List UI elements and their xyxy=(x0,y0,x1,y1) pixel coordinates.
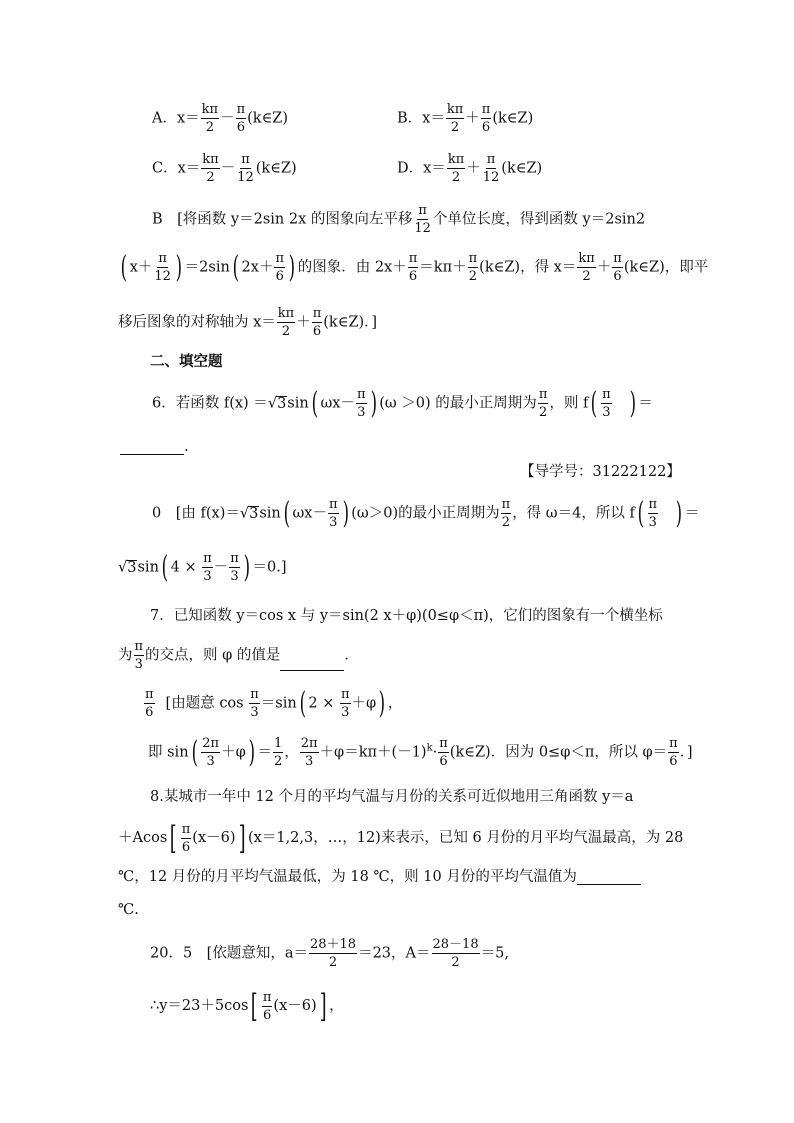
q6-answer-line2: √3sin( 4 × $\frac{\pi}{3}$ － $\frac{\pi}{3}$ ) ＝0.] xyxy=(118,549,287,585)
q8-question-line3: ℃，12 月份的月平均气温最低，为 18 ℃，则 10 月份的平均气温值为 xyxy=(118,870,641,885)
choice-c: C．x＝ $\frac{k\pi}{2}$ － $\frac{\pi}{12}$ (k∈Z) xyxy=(152,152,297,185)
q5-answer-line2: ( x＋ $\frac{\pi}{12}$ ) ＝2sin( 2x＋ $\frac{\pi}{6}$ ) 的图象．由 2x＋ $\frac{\pi}{6}$ ＝kπ＋ $\frac{\pi}{2}$ (k∈Z)，得 x＝ $\frac{k\pi}{2}$ ＋ $\frac{\pi}{6}$ (k∈Z)，即平 xyxy=(120,249,709,285)
q8-answer-line1: 20．5 [依题意知，a＝ $\frac{28+18}{2}$ ＝23，A＝ $\frac{28-18}{2}$ ＝5, xyxy=(150,937,509,970)
q6-question: 6．若函数 f(x) ＝√3sin( ωx－ $\frac{\pi}{3}$ ) (ω ＞0) 的最小正周期为 $\frac{\pi}{2}$ ，则 f( $\frac{\pi}{3}$ ) ＝ xyxy=(152,385,653,421)
q8-question-line1: 8.某城市一年中 12 个月的平均气温与月份的关系可近似地用三角函数 y＝a xyxy=(150,789,634,805)
q6-answer-line1: 0 [由 f(x)＝√3sin( ωx－ $\frac{\pi}{3}$ ) (ω＞0)的最小正周期为 $\frac{\pi}{2}$ ，得 ω＝4，所以 f( $\frac{\pi}{3}$ ) ＝ xyxy=(152,495,700,531)
choice-a: A．x＝ $\frac{k\pi}{2}$ － $\frac{\pi}{6}$ (k∈Z) xyxy=(152,102,289,135)
q7-answer-line2: 即 sin( $\frac{2\pi}{3}$ ＋φ) ＝ $\frac{1}{2}$ ， $\frac{2\pi}{3}$ $+\varphi=k\pi+(-1)^k\cdot$ $\frac{\pi}{6}$ (k∈Z)．因为 0≤φ＜π，所以 φ＝ $\frac{\pi}{6}$ ．] xyxy=(148,734,693,770)
q5-answer-line3: 移后图象的对称轴为 x＝ $\frac{k\pi}{2}$ ＋ $\frac{\pi}{6}$ (k∈Z)．] xyxy=(118,306,378,339)
guide-number: 【导学号：31222122】 xyxy=(520,464,681,480)
q8-question-line4: ℃. xyxy=(118,902,139,918)
q8-answer-line2: ∴y＝23＋5cos[ $\frac{\pi}{6}$ (x－6)] ， xyxy=(150,987,344,1025)
choice-b: B．x＝ $\frac{k\pi}{2}$ ＋ $\frac{\pi}{6}$ (k∈Z) xyxy=(397,102,534,135)
q7-question-line2: 为 $\frac{\pi}{3}$ 的交点，则 φ 的值是 ． xyxy=(118,639,359,672)
q6-answer-blank: . xyxy=(120,440,189,455)
section-title: 二、填空题 xyxy=(150,353,223,370)
choice-d: D．x＝ $\frac{k\pi}{2}$ ＋ $\frac{\pi}{12}$ (k∈Z) xyxy=(397,152,543,185)
q7-answer-line1: $\frac{\pi}{6}$ [由题意 cos $\frac{\pi}{3}$ ＝sin( 2 × $\frac{\pi}{3}$ ＋φ) ， xyxy=(145,685,403,721)
q7-question-line1: 7．已知函数 y＝cos x 与 y＝sin(2 x＋φ)(0≤φ＜π)，它们的图象有一个横坐标 xyxy=(150,608,663,624)
q5-answer-line1: B [将函数 y＝2sin 2x 的图象向左平移 $\frac{\pi}{12}$ 个单位长度，得到函数 y＝2sin2 xyxy=(152,203,646,236)
q8-question-line2: ＋Acos[ $\frac{\pi}{6}$ (x－6)] (x＝1,2,3，…，12)来表示，已知 6 月份的月平均气温最高，为 28 xyxy=(118,819,684,857)
